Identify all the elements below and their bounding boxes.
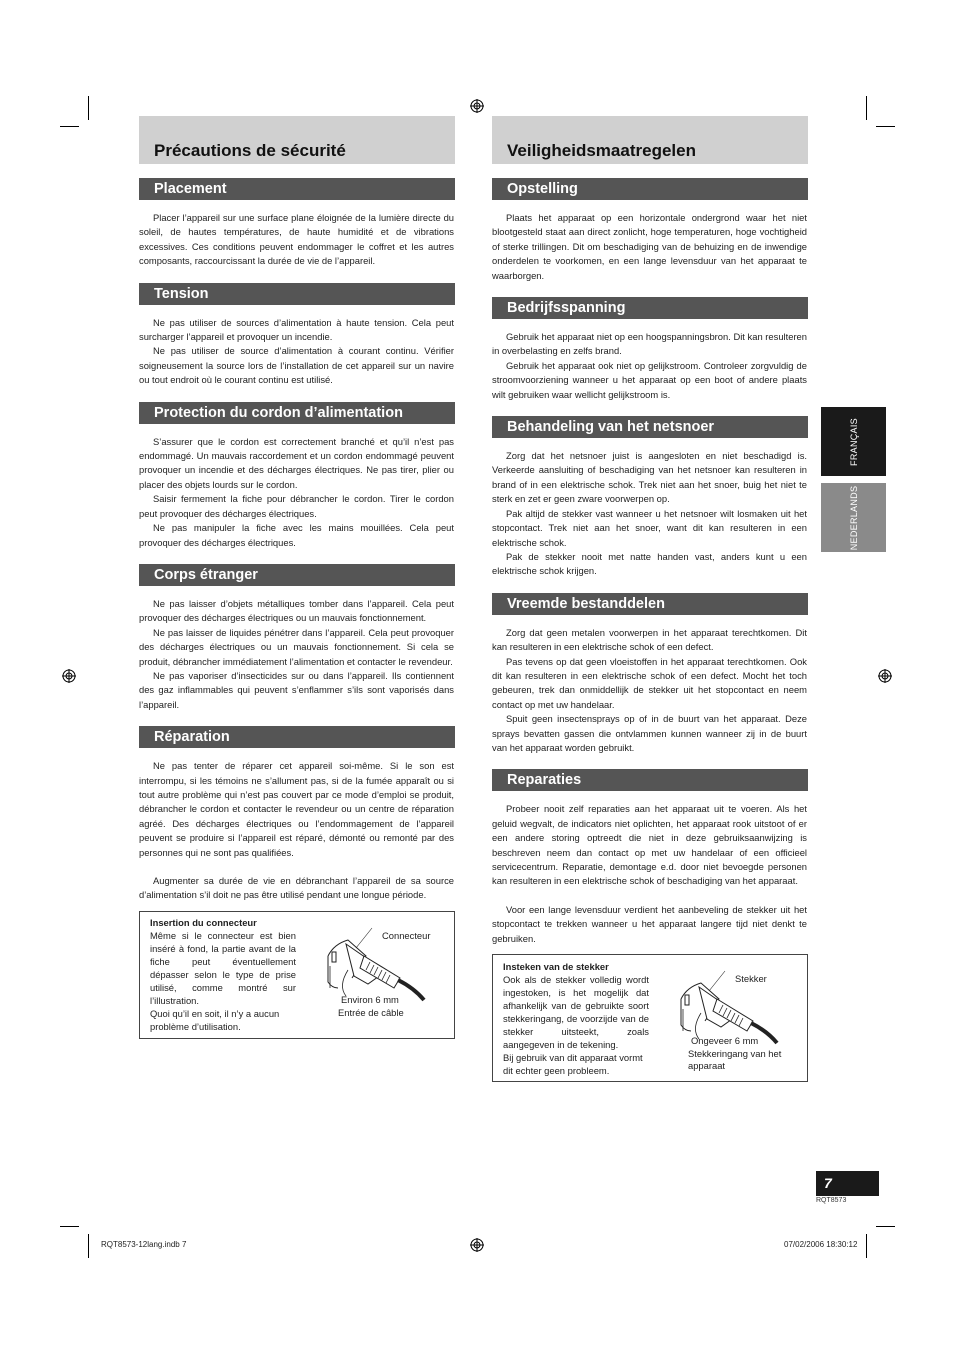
section-heading: Protection du cordon d’alimentation <box>139 402 455 424</box>
section-body <box>139 211 455 269</box>
note-body: Même si le connecteur est bien inséré à fond, la partie avant de la fiche peut éventuellement dépasser selon le type de prise utilisé, comme montré sur l’illustration. <box>150 929 296 1006</box>
crop-mark <box>88 96 89 120</box>
section-heading: Réparation <box>139 726 455 748</box>
registration-mark-icon <box>62 669 76 683</box>
page-number-box <box>816 1171 879 1196</box>
section-body <box>492 449 808 579</box>
crop-mark <box>60 1226 79 1227</box>
paragraph: Placer l’appareil sur une surface plane éloignée de la lumière directe du soleil, de hautes températures, de haute humidité et de vibrations excessives. Ces conditions peuvent endommager le coffret et les autres composants, raccourcissant la durée de vie de l’appareil. <box>139 212 454 267</box>
paragraph: Probeer nooit zelf reparaties aan het apparaat uit te voeren. Als het geluid wegvalt, de indicators niet oplichten, het apparaat rook uitstoot of er een andere storing optreedt die niet in deze gebruiksaanwijzing is beschreven neem dan contact op met uw handelaar of een officieel servicecentrum. Reparatie, demontage e.d. door niet bevoegde personen kan resulteren in een elektrische schok of beschadiging van het apparaat. <box>492 803 807 887</box>
paragraph: Gebruik het apparaat ook niet op gelijkstroom. Controleer zorgvuldig de stroomvoorziening wanneer u het apparaat op een boot of andere plaats wilt gebruiken waar wellicht gelijkstroom is. <box>492 359 807 400</box>
registration-mark-icon <box>470 1238 484 1252</box>
note-text <box>140 912 306 1037</box>
paragraph: Spuit geen insectensprays op of in de buurt van het apparaat. Deze sprays bevatten gassen die ontvlammen kunnen wanneer zij in de buurt van het apparaat worden gebruikt. <box>492 713 807 753</box>
paragraph: Plaats het apparaat op een horizontale ondergrond waar het niet blootgesteld staat aan direct zonlicht, hoge temperaturen, hoge vochtigheid of sterke trillingen. Dit om beschadiging van de behuizing en de inwendige onderdelen te voorkomen, en een lange levensduur van het apparaat te waarborgen. <box>492 212 807 281</box>
section-body <box>139 759 455 903</box>
dutch-column <box>492 116 808 1082</box>
registration-mark-icon <box>470 99 484 113</box>
footer-file: RQT8573-12lang.indb 7 <box>101 1240 187 1249</box>
section-body <box>492 330 808 402</box>
section-heading: Reparaties <box>492 769 808 791</box>
section-body <box>492 211 808 283</box>
title-box <box>139 116 455 164</box>
tab-label: NEDERLANDS <box>848 485 859 550</box>
note-text <box>493 955 659 1081</box>
paragraph: Ne pas vaporiser d’insecticides sur ou dans l’appareil. Ils contiennent des gaz inflammables qui peuvent s’enflammer s’ils sont vaporisés dans l’appareil. <box>139 669 454 710</box>
section-body <box>492 802 808 946</box>
crop-mark <box>88 1234 89 1258</box>
section-heading: Opstelling <box>492 178 808 200</box>
paragraph: S’assurer que le cordon est correctement branché et qu’il n’est pas endommagé. Un mauvais raccordement et un cordon endommagé peuvent provoquer un incendie et des décharges électriques. Ne pas tirer, plier ou placer des objets lourds sur le cordon. <box>139 435 454 490</box>
crop-mark <box>60 126 79 127</box>
crop-mark <box>866 1234 867 1258</box>
section-heading: Corps étranger <box>139 564 455 586</box>
paragraph: Ne pas manipuler la fiche avec les mains mouillées. Cela peut provoquer des décharges électriques. <box>139 522 454 548</box>
note-body-2: Quoi qu’il en soit, il n’y a aucun problème d’utilisation. <box>150 1007 280 1032</box>
section-body <box>492 626 808 756</box>
french-column <box>139 116 455 1039</box>
section-heading: Bedrijfsspanning <box>492 297 808 319</box>
note-title: Insertion du connecteur <box>150 916 257 928</box>
section-heading: Tension <box>139 283 455 305</box>
connector-note <box>139 911 455 1039</box>
connector-label: Connecteur <box>382 929 431 941</box>
tab-francais <box>821 407 886 476</box>
registration-mark-icon <box>878 669 892 683</box>
section-heading: Behandeling van het netsnoer <box>492 416 808 438</box>
section-body <box>139 316 455 388</box>
paragraph: Gebruik het apparaat niet op een hoogspanningsbron. Dit kan resulteren in overbelasting en zelfs brand. <box>492 331 807 357</box>
entry-label: Entrée de câble <box>338 1006 404 1018</box>
page-number: 7 <box>824 1175 832 1191</box>
paragraph: Ne pas tenter de réparer cet appareil soi-même. Si le son est interrompu, si les témoins ne s’allument pas, si de la fumée apparaît ou si tout autre problème qui n’est pas couvert par ce mode d’emploi se produit, débrancher le cordon et contacter le revendeur ou un centre de réparation agréé. Des décharges électriques ou l’endommagement de l’appareil peuvent se produire si l’appareil est réparé, démonté ou remonté par des personnes qui ne sont pas qualifiées. <box>139 760 454 858</box>
title-box <box>492 116 808 164</box>
paragraph: Zorg dat geen metalen voorwerpen in het apparaat terechtkomen. Dit kan resulteren in een elektrische schok of een defect. <box>492 626 807 653</box>
paragraph: Pak de stekker nooit met natte handen vast, anders kunt u een elektrische schok krijgen. <box>492 550 807 577</box>
paragraph: Ne pas laisser d’objets métalliques tomber dans l’appareil. Cela peut provoquer des décharges électriques ou un mauvais fonctionnement. <box>139 597 454 624</box>
paragraph: Pas tevens op dat geen vloeistoffen in het apparaat terechtkomen. Ook dit kan resulteren in een elektrische schok of een defect. Mocht het toch gebeuren, trek dan onmiddellijk de stekker uit het stopcontact en neem contact op met uw handelaar. <box>492 655 807 710</box>
crop-mark <box>876 1226 895 1227</box>
distance-label: Environ 6 mm <box>341 993 399 1005</box>
note-body-2: Bij gebruik van dit apparaat vormt dit echter geen probleem. <box>503 1052 643 1077</box>
paragraph: Ne pas utiliser de sources d’alimentation à haute tension. Cela peut surcharger l’appareil et provoquer un incendie. <box>139 316 454 343</box>
crop-mark <box>866 96 867 120</box>
plug-label: Stekker <box>735 973 767 985</box>
paragraph: Ne pas laisser de liquides pénétrer dans l’appareil. Cela peut provoquer des décharges électriques ou un mauvais fonctionnement. Si cela se produit, débrancher immédiatement l’alimentation et contacter le revendeur. <box>139 626 454 667</box>
plug-note <box>492 954 808 1082</box>
note-title: Insteken van de stekker <box>503 961 609 973</box>
footer-date: 07/02/2006 18:30:12 <box>784 1240 858 1249</box>
distance-label: Ongeveer 6 mm <box>691 1035 759 1047</box>
section-body <box>139 597 455 712</box>
paragraph: Ne pas utiliser de source d’alimentation à courant continu. Vérifier soigneusement la source lors de l’installation de cet appareil sur un navire ou tout endroit où le courant continu est utilisé. <box>139 345 454 386</box>
section-body <box>139 435 455 550</box>
paragraph: Voor een lange levensduur verdient het aanbeveling de stekker uit het stopcontact te trekken wanneer u het apparaat langere tijd niet denkt te gebruiken. <box>492 903 807 944</box>
crop-mark <box>876 126 895 127</box>
paragraph: Saisir fermement la fiche pour débrancher le cordon. Tirer le cordon peut provoquer des décharges électriques. <box>139 493 454 519</box>
paragraph: Zorg dat het netsnoer juist is aangesloten en niet beschadigd is. Verkeerde aansluiting of beschadiging van het netsnoer kan resulteren in brand of in een elektrische schok. Trek niet aan het snoer, buig het niet te sterk en zet er geen zware voorwerpen op. <box>492 450 807 505</box>
section-heading: Placement <box>139 178 455 200</box>
model-code: RQT8573 <box>816 1197 847 1204</box>
page-title: Précautions de sécurité <box>154 141 346 160</box>
tab-nederlands <box>821 483 886 552</box>
page-title: Veiligheidsmaatregelen <box>507 141 696 160</box>
tab-label: FRANÇAIS <box>848 417 859 466</box>
paragraph: Pak altijd de stekker vast wanneer u het netsnoer wilt losmaken uit het stopcontact. Trek niet aan het snoer, want dit kan resulteren in een elektrische schok. <box>492 507 807 548</box>
note-body: Ook als de stekker volledig wordt ingestoken, is het mogelijk dat afhankelijk van de gebruikte soort stekkeringang, de voorzijde van de stekker uitsteekt, zoals aangegeven in de tekening. <box>503 974 649 1051</box>
section-heading: Vreemde bestanddelen <box>492 593 808 615</box>
entry-label: Stekkeringang van het apparaat <box>688 1048 782 1072</box>
paragraph: Augmenter sa durée de vie en débranchant l’appareil de sa source d’alimentation s’il doit ne pas être utilisé pendant une longue période. <box>139 875 454 901</box>
